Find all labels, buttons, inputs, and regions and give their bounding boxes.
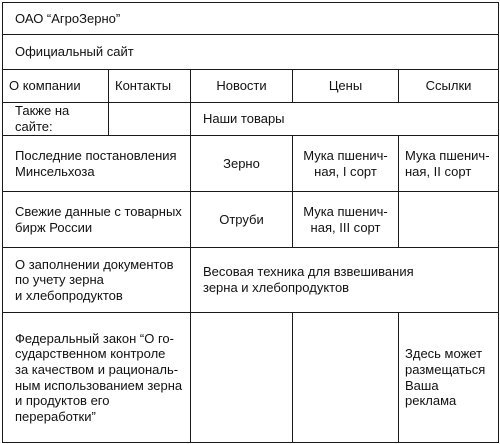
nav-item-news[interactable]: Новости <box>191 70 293 103</box>
nav-item-links[interactable]: Ссылки <box>399 70 499 103</box>
our-products-heading: Наши товары <box>191 103 499 136</box>
product-flour-first-grade[interactable]: Мука пшенич- ная, I сорт <box>293 136 399 192</box>
product-flour-second-grade[interactable]: Мука пшенич- ная, II сорт <box>399 136 499 192</box>
empty-cell <box>399 192 499 248</box>
nav-item-about[interactable]: О компании <box>3 70 109 103</box>
product-weighing-equipment[interactable]: Весовая техника для взвешивания зерна и хлебопродуктов <box>191 248 499 313</box>
site-subtitle: Официальный сайт <box>3 35 499 70</box>
ad-placeholder[interactable]: Здесь может размещаться Ваша реклама <box>399 313 499 443</box>
empty-cell <box>191 313 293 443</box>
empty-cell <box>293 313 399 443</box>
link-exchange-data[interactable]: Свежие данные с товарных бирж России <box>3 192 191 248</box>
link-document-filling[interactable]: О заполнении документов по учету зерна и хлебопродуктов <box>3 248 191 313</box>
empty-cell <box>109 103 191 136</box>
product-flour-third-grade[interactable]: Мука пшенич- ная, III сорт <box>293 192 399 248</box>
nav-item-contacts[interactable]: Контакты <box>109 70 191 103</box>
nav-item-prices[interactable]: Цены <box>293 70 399 103</box>
link-ministry-decrees[interactable]: Последние постановления Минсельхоза <box>3 136 191 192</box>
product-grain[interactable]: Зерно <box>191 136 293 192</box>
also-on-site-label: Также на сайте: <box>3 103 109 136</box>
site-layout-table <box>2 2 499 443</box>
product-bran[interactable]: Отруби <box>191 192 293 248</box>
company-name: ОАО “АгроЗерно” <box>3 3 499 35</box>
link-federal-law[interactable]: Федеральный закон “О го- сударственном контроле за качеством и рациональ- ным использованием зерна и продуктов его переработки” <box>3 313 191 443</box>
